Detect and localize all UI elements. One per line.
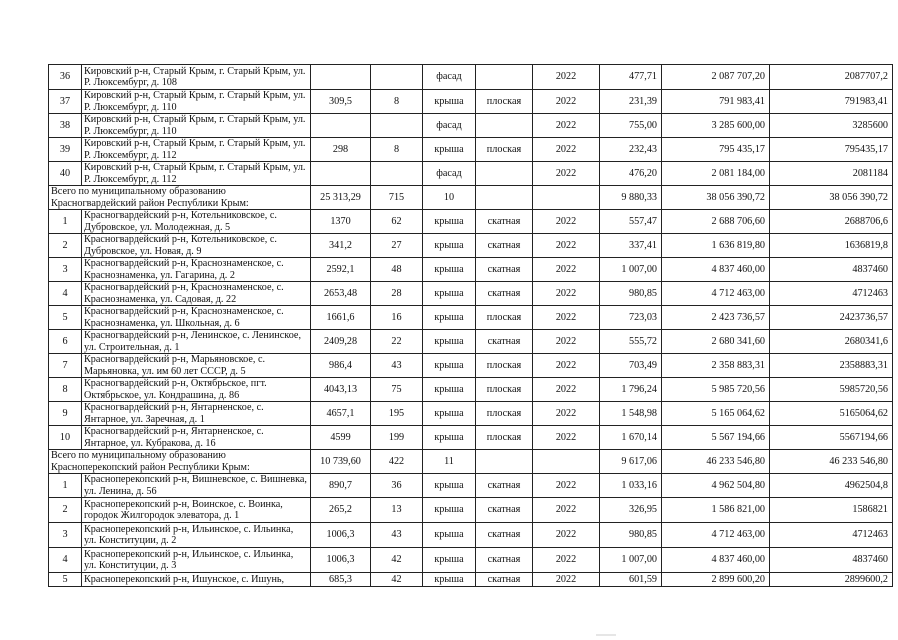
- residents-cell: 43: [371, 354, 423, 378]
- address-cell: Красногвардейский р-н, Котельниковское, с. Дубровское, ул. Молодежная, д. 5: [82, 210, 311, 234]
- page-edge-mark: [596, 634, 616, 636]
- cost-plain-cell: 2358883,31: [770, 354, 893, 378]
- row-number-cell: 1: [49, 210, 82, 234]
- cost-plain-cell: 2087707,2: [770, 65, 893, 90]
- residents-cell: [371, 65, 423, 90]
- cost-cell: 2 899 600,20: [662, 573, 770, 587]
- cost-cell: 2 087 707,20: [662, 65, 770, 90]
- area-cell: 2592,1: [311, 258, 371, 282]
- cost-plain-cell: 4837460: [770, 258, 893, 282]
- address-cell: Красноперекопский р-н, Ильинское, с. Ильинка, ул. Конституции, д. 3: [82, 548, 311, 573]
- year-cell: 2022: [533, 378, 600, 402]
- subtotal-label: Всего по муниципальному образованию Красноперекопский район Республики Крым:: [49, 450, 311, 474]
- cost-cell: 2 358 883,31: [662, 354, 770, 378]
- sq-cell: 557,47: [600, 210, 662, 234]
- area-cell: 265,2: [311, 498, 371, 523]
- row-number-cell: 4: [49, 282, 82, 306]
- cost-cell: 4 712 463,00: [662, 282, 770, 306]
- cost-plain-cell: 5985720,56: [770, 378, 893, 402]
- residents-cell: 43: [371, 523, 423, 548]
- year-cell: 2022: [533, 258, 600, 282]
- element-cell: крыша: [423, 234, 476, 258]
- residents-cell: 13: [371, 498, 423, 523]
- table-body: [49, 65, 893, 587]
- sq-cell: 555,72: [600, 330, 662, 354]
- table-row: [49, 210, 893, 234]
- residents-cell: 422: [371, 450, 423, 474]
- cost-plain-cell: 5165064,62: [770, 402, 893, 426]
- roof-type-cell: плоская: [476, 426, 533, 450]
- area-cell: 10 739,60: [311, 450, 371, 474]
- address-cell: Красногвардейский р-н, Янтарненское, с. Янтарное, ул. Кубракова, д. 16: [82, 426, 311, 450]
- roof-type-cell: [476, 162, 533, 186]
- table-row: [49, 65, 893, 90]
- table-row: [49, 114, 893, 138]
- element-cell: крыша: [423, 378, 476, 402]
- cost-cell: 2 423 736,57: [662, 306, 770, 330]
- address-cell: Кировский р-н, Старый Крым, г. Старый Крым, ул. Р. Люксембург, д. 112: [82, 162, 311, 186]
- element-cell: крыша: [423, 548, 476, 573]
- residents-cell: 42: [371, 548, 423, 573]
- roof-type-cell: скатная: [476, 523, 533, 548]
- year-cell: 2022: [533, 548, 600, 573]
- element-cell: крыша: [423, 138, 476, 162]
- address-cell: Красноперекопский р-н, Ишунское, с. Ишунь,: [82, 573, 311, 587]
- roof-type-cell: плоская: [476, 90, 533, 114]
- year-cell: 2022: [533, 474, 600, 498]
- cost-cell: 2 680 341,60: [662, 330, 770, 354]
- table-row: [49, 523, 893, 548]
- row-number-cell: 37: [49, 90, 82, 114]
- cost-cell: 46 233 546,80: [662, 450, 770, 474]
- cost-cell: 1 636 819,80: [662, 234, 770, 258]
- cost-plain-cell: 2423736,57: [770, 306, 893, 330]
- sq-cell: 476,20: [600, 162, 662, 186]
- address-cell: Красногвардейский р-н, Ленинское, с. Ленинское, ул. Строительная, д. 1: [82, 330, 311, 354]
- count-cell: 10: [423, 186, 476, 210]
- table-row: [49, 162, 893, 186]
- row-number-cell: 6: [49, 330, 82, 354]
- table-row: [49, 498, 893, 523]
- cost-plain-cell: 46 233 546,80: [770, 450, 893, 474]
- year-cell: 2022: [533, 162, 600, 186]
- address-cell: Кировский р-н, Старый Крым, г. Старый Крым, ул. Р. Люксембург, д. 108: [82, 65, 311, 90]
- cost-plain-cell: 791983,41: [770, 90, 893, 114]
- cost-plain-cell: 4962504,8: [770, 474, 893, 498]
- cost-cell: 4 837 460,00: [662, 258, 770, 282]
- element-cell: фасад: [423, 65, 476, 90]
- cost-cell: 4 837 460,00: [662, 548, 770, 573]
- address-cell: Кировский р-н, Старый Крым, г. Старый Крым, ул. Р. Люксембург, д. 110: [82, 114, 311, 138]
- roof-type-cell: плоская: [476, 402, 533, 426]
- address-cell: Красногвардейский р-н, Котельниковское, с. Дубровское, ул. Новая, д. 9: [82, 234, 311, 258]
- roof-type-cell: скатная: [476, 330, 533, 354]
- table-row: [49, 306, 893, 330]
- table-row: [49, 138, 893, 162]
- address-cell: Красногвардейский р-н, Краснознаменское, с. Краснознаменка, ул. Школьная, д. 6: [82, 306, 311, 330]
- element-cell: крыша: [423, 258, 476, 282]
- cost-plain-cell: 1586821: [770, 498, 893, 523]
- area-cell: 2409,28: [311, 330, 371, 354]
- year-cell: 2022: [533, 234, 600, 258]
- sq-cell: 1 033,16: [600, 474, 662, 498]
- row-number-cell: 9: [49, 402, 82, 426]
- element-cell: крыша: [423, 354, 476, 378]
- year-cell: 2022: [533, 210, 600, 234]
- cost-cell: 2 081 184,00: [662, 162, 770, 186]
- residents-cell: 8: [371, 90, 423, 114]
- table-row: [49, 258, 893, 282]
- row-number-cell: 2: [49, 498, 82, 523]
- cost-plain-cell: 2899600,2: [770, 573, 893, 587]
- sq-cell: 9 617,06: [600, 450, 662, 474]
- sq-cell: 1 007,00: [600, 258, 662, 282]
- area-cell: 890,7: [311, 474, 371, 498]
- roof-type-cell: скатная: [476, 548, 533, 573]
- address-cell: Красногвардейский р-н, Янтарненское, с. Янтарное, ул. Заречная, д. 1: [82, 402, 311, 426]
- residents-cell: 199: [371, 426, 423, 450]
- year-cell: 2022: [533, 523, 600, 548]
- sq-cell: 980,85: [600, 282, 662, 306]
- sq-cell: 1 796,24: [600, 378, 662, 402]
- cost-cell: 5 567 194,66: [662, 426, 770, 450]
- area-cell: 25 313,29: [311, 186, 371, 210]
- sq-cell: 703,49: [600, 354, 662, 378]
- address-cell: Кировский р-н, Старый Крым, г. Старый Крым, ул. Р. Люксембург, д. 110: [82, 90, 311, 114]
- element-cell: фасад: [423, 114, 476, 138]
- area-cell: [311, 114, 371, 138]
- cost-cell: 1 586 821,00: [662, 498, 770, 523]
- cost-cell: 4 962 504,80: [662, 474, 770, 498]
- empty-cell: [476, 186, 533, 210]
- cost-cell: 3 285 600,00: [662, 114, 770, 138]
- area-cell: 1370: [311, 210, 371, 234]
- area-cell: 341,2: [311, 234, 371, 258]
- year-cell: 2022: [533, 573, 600, 587]
- row-number-cell: 40: [49, 162, 82, 186]
- residents-cell: 42: [371, 573, 423, 587]
- roof-type-cell: скатная: [476, 474, 533, 498]
- address-cell: Красногвардейский р-н, Краснознаменское, с. Краснознаменка, ул. Гагарина, д. 2: [82, 258, 311, 282]
- residents-cell: [371, 114, 423, 138]
- residents-cell: 36: [371, 474, 423, 498]
- table-row: [49, 573, 893, 587]
- area-cell: 4657,1: [311, 402, 371, 426]
- area-cell: 1006,3: [311, 548, 371, 573]
- table-row: [49, 378, 893, 402]
- area-cell: 2653,48: [311, 282, 371, 306]
- element-cell: крыша: [423, 523, 476, 548]
- year-cell: 2022: [533, 426, 600, 450]
- element-cell: крыша: [423, 573, 476, 587]
- address-cell: Кировский р-н, Старый Крым, г. Старый Крым, ул. Р. Люксембург, д. 112: [82, 138, 311, 162]
- sq-cell: 326,95: [600, 498, 662, 523]
- address-cell: Красноперекопский р-н, Вишневское, с. Вишневка, ул. Ленина, д. 56: [82, 474, 311, 498]
- sq-cell: 9 880,33: [600, 186, 662, 210]
- cost-cell: 5 165 064,62: [662, 402, 770, 426]
- residents-cell: 62: [371, 210, 423, 234]
- subtotal-row: [49, 450, 893, 474]
- sq-cell: 601,59: [600, 573, 662, 587]
- residents-cell: 16: [371, 306, 423, 330]
- year-cell: 2022: [533, 65, 600, 90]
- residents-cell: 715: [371, 186, 423, 210]
- sq-cell: 1 670,14: [600, 426, 662, 450]
- area-cell: 298: [311, 138, 371, 162]
- year-cell: 2022: [533, 138, 600, 162]
- sq-cell: 231,39: [600, 90, 662, 114]
- row-number-cell: 2: [49, 234, 82, 258]
- sq-cell: 477,71: [600, 65, 662, 90]
- row-number-cell: 7: [49, 354, 82, 378]
- empty-cell: [533, 186, 600, 210]
- residents-cell: 195: [371, 402, 423, 426]
- row-number-cell: 3: [49, 523, 82, 548]
- address-cell: Красноперекопский р-н, Воинское, с. Воинка, городок Жилгородок элеватора, д. 1: [82, 498, 311, 523]
- element-cell: крыша: [423, 282, 476, 306]
- row-number-cell: 39: [49, 138, 82, 162]
- roof-type-cell: скатная: [476, 282, 533, 306]
- table-row: [49, 548, 893, 573]
- table-row: [49, 282, 893, 306]
- address-cell: Красногвардейский р-н, Краснознаменское, с. Краснознаменка, ул. Садовая, д. 22: [82, 282, 311, 306]
- subtotal-row: [49, 186, 893, 210]
- year-cell: 2022: [533, 498, 600, 523]
- element-cell: крыша: [423, 498, 476, 523]
- row-number-cell: 5: [49, 573, 82, 587]
- sq-cell: 1 007,00: [600, 548, 662, 573]
- cost-cell: 38 056 390,72: [662, 186, 770, 210]
- cost-cell: 791 983,41: [662, 90, 770, 114]
- sq-cell: 337,41: [600, 234, 662, 258]
- roof-type-cell: плоская: [476, 138, 533, 162]
- cost-plain-cell: 5567194,66: [770, 426, 893, 450]
- area-cell: 4043,13: [311, 378, 371, 402]
- year-cell: 2022: [533, 306, 600, 330]
- subtotal-label: Всего по муниципальному образованию Красногвардейский район Республики Крым:: [49, 186, 311, 210]
- row-number-cell: 3: [49, 258, 82, 282]
- row-number-cell: 5: [49, 306, 82, 330]
- cost-plain-cell: 4712463: [770, 523, 893, 548]
- residents-cell: 48: [371, 258, 423, 282]
- element-cell: крыша: [423, 426, 476, 450]
- cost-plain-cell: 4712463: [770, 282, 893, 306]
- cost-plain-cell: 2680341,6: [770, 330, 893, 354]
- sq-cell: 980,85: [600, 523, 662, 548]
- row-number-cell: 8: [49, 378, 82, 402]
- residents-cell: [371, 162, 423, 186]
- address-cell: Красногвардейский р-н, Марьяновское, с. Марьяновка, ул. им 60 лет СССР, д. 5: [82, 354, 311, 378]
- area-cell: 1006,3: [311, 523, 371, 548]
- row-number-cell: 1: [49, 474, 82, 498]
- residents-cell: 27: [371, 234, 423, 258]
- cost-plain-cell: 1636819,8: [770, 234, 893, 258]
- residents-cell: 22: [371, 330, 423, 354]
- roof-type-cell: скатная: [476, 258, 533, 282]
- element-cell: фасад: [423, 162, 476, 186]
- element-cell: крыша: [423, 90, 476, 114]
- element-cell: крыша: [423, 474, 476, 498]
- address-cell: Красногвардейский р-н, Октябрьское, пгт. Октябрьское, ул. Кондрашина, д. 86: [82, 378, 311, 402]
- area-cell: 4599: [311, 426, 371, 450]
- table-row: [49, 330, 893, 354]
- row-number-cell: 10: [49, 426, 82, 450]
- row-number-cell: 36: [49, 65, 82, 90]
- area-cell: [311, 65, 371, 90]
- sq-cell: 232,43: [600, 138, 662, 162]
- table-row: [49, 234, 893, 258]
- empty-cell: [533, 450, 600, 474]
- roof-type-cell: скатная: [476, 234, 533, 258]
- roof-type-cell: плоская: [476, 306, 533, 330]
- residents-cell: 75: [371, 378, 423, 402]
- year-cell: 2022: [533, 282, 600, 306]
- element-cell: крыша: [423, 210, 476, 234]
- count-cell: 11: [423, 450, 476, 474]
- cost-cell: 795 435,17: [662, 138, 770, 162]
- cost-plain-cell: 4837460: [770, 548, 893, 573]
- year-cell: 2022: [533, 330, 600, 354]
- cost-plain-cell: 2688706,6: [770, 210, 893, 234]
- row-number-cell: 38: [49, 114, 82, 138]
- element-cell: крыша: [423, 330, 476, 354]
- element-cell: крыша: [423, 402, 476, 426]
- sq-cell: 1 548,98: [600, 402, 662, 426]
- empty-cell: [476, 450, 533, 474]
- table-row: [49, 354, 893, 378]
- roof-type-cell: плоская: [476, 354, 533, 378]
- residents-cell: 8: [371, 138, 423, 162]
- roof-type-cell: [476, 65, 533, 90]
- area-cell: 986,4: [311, 354, 371, 378]
- table-row: [49, 402, 893, 426]
- table-row: [49, 426, 893, 450]
- cost-plain-cell: 38 056 390,72: [770, 186, 893, 210]
- roof-type-cell: [476, 114, 533, 138]
- residents-cell: 28: [371, 282, 423, 306]
- cost-plain-cell: 795435,17: [770, 138, 893, 162]
- area-cell: [311, 162, 371, 186]
- sq-cell: 755,00: [600, 114, 662, 138]
- year-cell: 2022: [533, 402, 600, 426]
- element-cell: крыша: [423, 306, 476, 330]
- area-cell: 309,5: [311, 90, 371, 114]
- cost-cell: 5 985 720,56: [662, 378, 770, 402]
- year-cell: 2022: [533, 354, 600, 378]
- sq-cell: 723,03: [600, 306, 662, 330]
- roof-type-cell: плоская: [476, 378, 533, 402]
- housing-repair-table: [48, 64, 893, 587]
- roof-type-cell: скатная: [476, 573, 533, 587]
- cost-plain-cell: 2081184: [770, 162, 893, 186]
- area-cell: 685,3: [311, 573, 371, 587]
- address-cell: Красноперекопский р-н, Ильинское, с. Ильинка, ул. Конституции, д. 2: [82, 523, 311, 548]
- area-cell: 1661,6: [311, 306, 371, 330]
- roof-type-cell: скатная: [476, 498, 533, 523]
- cost-plain-cell: 3285600: [770, 114, 893, 138]
- year-cell: 2022: [533, 114, 600, 138]
- roof-type-cell: скатная: [476, 210, 533, 234]
- row-number-cell: 4: [49, 548, 82, 573]
- year-cell: 2022: [533, 90, 600, 114]
- cost-cell: 4 712 463,00: [662, 523, 770, 548]
- table-row: [49, 474, 893, 498]
- cost-cell: 2 688 706,60: [662, 210, 770, 234]
- table-row: [49, 90, 893, 114]
